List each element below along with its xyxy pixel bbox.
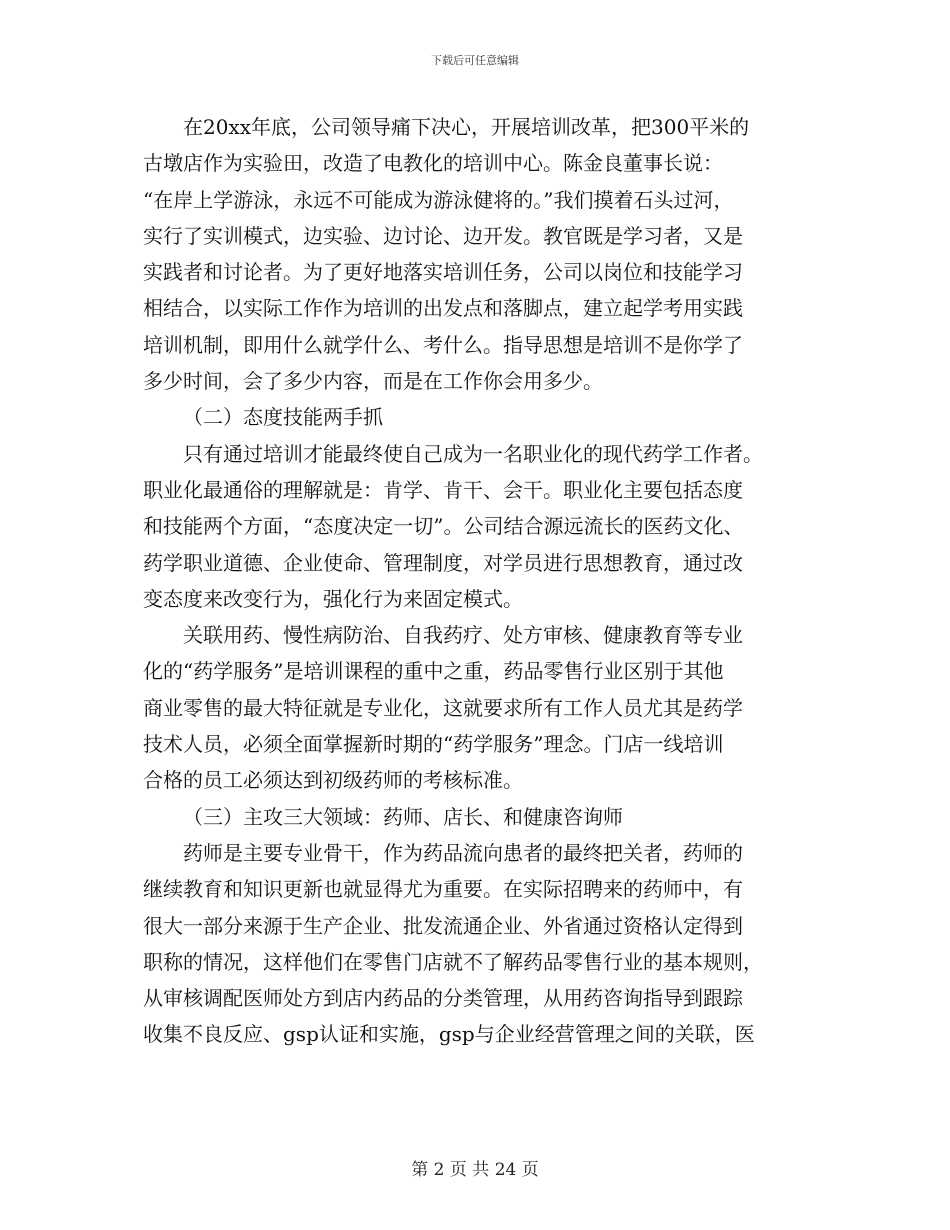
paragraph-line: 实行了实训模式，边实验、边讨论、边开发。教官既是学习者，又是 [143,223,743,248]
paragraph-line: 商业零售的最大特征就是专业化，这就要求所有工作人员尤其是药学 [143,695,743,720]
paragraph-line: “在岸上学游泳，永远不可能成为游泳健将的。”我们摸着石头过河， [143,187,734,212]
paragraph-line: 培训机制，即用什么就学什么、考什么。指导思想是培训不是你学了 [143,332,743,357]
paragraph-line: 很大一部分来源于生产企业、批发流通企业、外省通过资格认定得到 [143,913,743,938]
paragraph-line: 古墩店作为实验田，改造了电教化的培训中心。陈金良董事长说： [143,151,723,176]
document-body [143,109,807,1053]
paragraph-line: 关联用药、慢性病防治、自我药疗、处方审核、健康教育等专业 [183,623,743,648]
paragraph-line: 技术人员，必须全面掌握新时期的“药学服务”理念。门店一线培训 [143,732,724,757]
paragraph-line: 合格的员工必须达到初级药师的考核标准。 [143,768,523,793]
paragraph-line: 变态度来改变行为，强化行为来固定模式。 [143,586,523,611]
paragraph-line: 和技能两个方面，“态度决定一切”。公司结合源远流长的医药文化、 [143,514,744,539]
paragraph-line: 继续教育和知识更新也就显得尤为重要。在实际招聘来的药师中，有 [143,877,743,902]
paragraph-line: 职称的情况，这样他们在零售门店就不了解药品零售行业的基本规则， [143,949,763,974]
paragraph-line: 只有通过培训才能最终使自己成为一名职业化的现代药学工作者。 [183,441,763,466]
paragraph-line: 化的“药学服务”是培训课程的重中之重，药品零售行业区别于其他 [143,659,724,684]
paragraph-line: 收集不良反应、gsp认证和实施，gsp与企业经营管理之间的关联，医 [143,1022,755,1047]
paragraph-line: 相结合，以实际工作作为培训的出发点和落脚点，建立起学考用实践 [143,296,743,321]
section-heading: （三）主攻三大领域：药师、店长、和健康咨询师 [183,804,623,829]
paragraph-line: 实践者和讨论者。为了更好地落实培训任务，公司以岗位和技能学习 [143,260,743,285]
section-heading: （二）态度技能两手抓 [183,405,383,430]
paragraph-line: 职业化最通俗的理解就是：肯学、肯干、会干。职业化主要包括态度 [143,477,743,502]
paragraph-line: 从审核调配医师处方到店内药品的分类管理，从用药咨询指导到跟踪 [143,986,743,1011]
paragraph-line: 药学职业道德、企业使命、管理制度，对学员进行思想教育，通过改 [143,550,743,575]
paragraph-line: 药师是主要专业骨干，作为药品流向患者的最终把关者，药师的 [183,840,743,865]
page-header: 下载后可任意编辑 [431,54,519,67]
paragraph-line: 多少时间，会了多少内容，而是在工作你会用多少。 [143,369,603,394]
paragraph-line: 在20xx年底，公司领导痛下决心，开展培训改革，把300平米的 [183,115,750,139]
page-number-footer: 第 2 页 共 24 页 [411,1160,539,1180]
